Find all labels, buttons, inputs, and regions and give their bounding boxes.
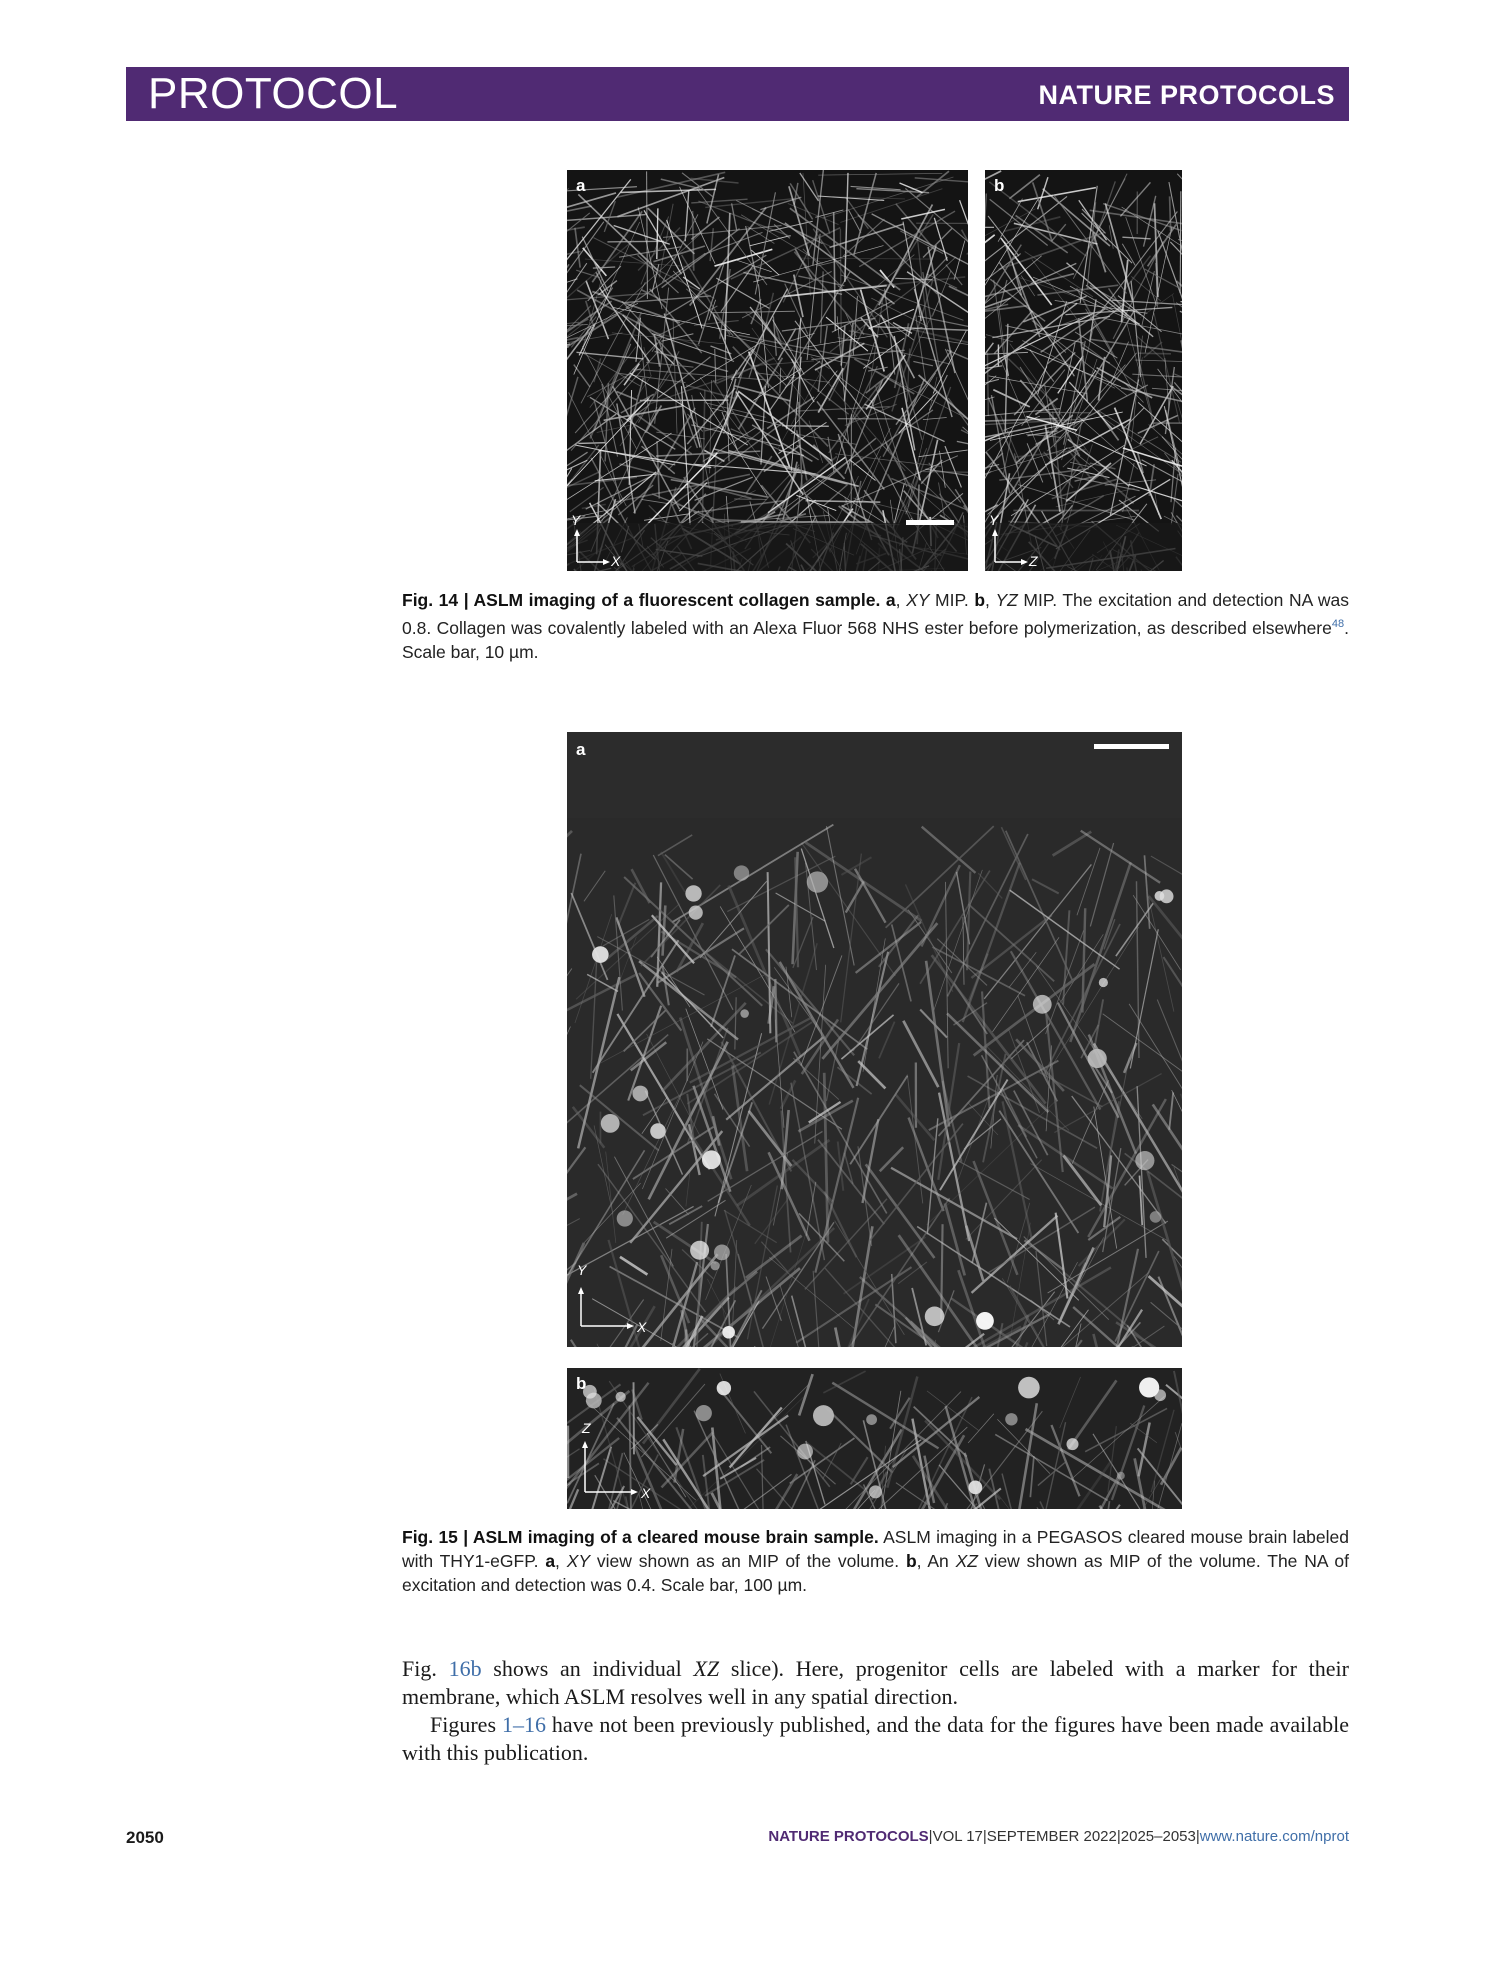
- journal-title: NATURE PROTOCOLS: [1038, 80, 1335, 110]
- collagen-yz-mip: [985, 170, 1182, 571]
- body-italic: XZ: [693, 1656, 720, 1681]
- body-text: shows an individual: [481, 1656, 694, 1681]
- section-title: PROTOCOL: [148, 69, 399, 118]
- axis-label-y: Y: [989, 512, 999, 528]
- caption-panel-a: a: [885, 590, 896, 610]
- scale-bar: [1094, 744, 1169, 749]
- fig14-caption: Fig. 14 | ASLM imaging of a fluorescent collagen sample. a, XY MIP. b, YZ MIP. The excitation and detection NA was 0.8. Collagen was covalently labeled with an Alexa Fluor 568 NHS ester before polymerization, as described elsewhere$^{48}$. Scale bar, 10 µm.: [402, 590, 1349, 662]
- footer-pages: 2025–2053: [1120, 1828, 1196, 1845]
- body-paragraph-1: [402, 1655, 1349, 1711]
- footer-citation: [768, 1828, 1349, 1845]
- axis-label-y: Y: [577, 1262, 587, 1278]
- collagen-xy-mip: [567, 170, 968, 571]
- caption-view: XZ: [955, 1551, 978, 1571]
- caption-text: MIP. The excitation and detection NA was 0.8. Collagen was covalently labeled with an Alexa Fluor 568 NHS ester before polymerization, as described elsewhere: [402, 590, 1349, 638]
- caption-text: ASLM imaging in a PEGASOS cleared mouse brain labeled with THY1-eGFP.: [402, 1527, 1349, 1571]
- reference-link[interactable]: 48: [1331, 618, 1345, 630]
- figure-link[interactable]: 16b: [448, 1656, 482, 1681]
- axis-label-x: X: [641, 1485, 651, 1501]
- footer-journal: NATURE PROTOCOLS: [768, 1828, 929, 1845]
- figure-link[interactable]: 16: [523, 1712, 546, 1737]
- caption-view: XY: [906, 590, 930, 610]
- footer-sep: |: [1116, 1828, 1121, 1845]
- figure-link[interactable]: 1: [501, 1712, 513, 1737]
- fig15-panel-a-image: [567, 732, 1182, 1347]
- footer-date: SEPTEMBER 2022: [986, 1828, 1117, 1845]
- footer-url[interactable]: www.nature.com/nprot: [1199, 1828, 1349, 1845]
- caption-text: view shown as MIP of the volume. The NA of excitation and detection was 0.4. Scale bar, 100 µm.: [402, 1551, 1349, 1595]
- footer-sep: |: [928, 1828, 933, 1845]
- body-text: have not been previously published, and the data for the figures have been made available with this publication.: [402, 1712, 1349, 1765]
- axis-label-z: Z: [1029, 553, 1038, 569]
- caption-view: XY: [566, 1551, 591, 1571]
- footer-volume: VOL 17: [932, 1828, 983, 1845]
- fig15-caption: [402, 1525, 1349, 1597]
- caption-panel-a: a: [545, 1551, 556, 1571]
- footer-sep: |: [1195, 1828, 1200, 1845]
- caption-text: . Scale bar, 10 µm.: [402, 617, 1349, 662]
- caption-label: Fig. 15 | ASLM imaging of a cleared mouse brain sample.: [402, 1527, 879, 1547]
- caption-panel-b: b: [905, 1551, 917, 1571]
- footer-sep: |: [982, 1828, 987, 1845]
- fig14-panel-b-image: [985, 170, 1182, 571]
- brain-xz-mip: [567, 1368, 1182, 1509]
- brain-xy-mip: [567, 732, 1182, 1347]
- fig14-panel-a-image: [567, 170, 968, 571]
- caption-text: MIP.: [929, 590, 975, 610]
- caption-sep: ,: [555, 1551, 567, 1571]
- caption-label: Fig. 14 | ASLM imaging of a fluorescent collagen sample.: [402, 590, 881, 610]
- panel-letter: b: [994, 176, 1005, 195]
- panel-letter: a: [576, 740, 586, 759]
- caption-text: view shown as an MIP of the volume.: [590, 1551, 906, 1571]
- panel-letter: b: [576, 1374, 587, 1393]
- body-text: Fig.: [402, 1656, 449, 1681]
- fig15-panel-b-image: [567, 1368, 1182, 1509]
- page-number: 2050: [126, 1828, 164, 1847]
- axis-arrows-icon: [579, 1436, 649, 1496]
- header-bar: [126, 67, 1349, 121]
- axis-label-y: Y: [571, 512, 581, 528]
- axis-arrows-icon: [575, 1280, 645, 1340]
- panel-letter: a: [576, 176, 586, 195]
- caption-view: YZ: [995, 590, 1018, 610]
- caption-panel-b: b: [974, 590, 986, 610]
- body-text: Figures: [430, 1712, 502, 1737]
- body-paragraph-2: [402, 1711, 1349, 1767]
- body-text: slice). Here, progenitor cells are labeled with a marker for their membrane, which ASLM resolves well in any spatial direction.: [402, 1656, 1349, 1709]
- scale-bar: [906, 520, 954, 525]
- axis-label-z: Z: [582, 1420, 591, 1436]
- link-dash: –: [512, 1712, 524, 1737]
- axis-label-x: X: [637, 1319, 647, 1335]
- axis-label-x: X: [611, 553, 621, 569]
- caption-sep: , An: [916, 1551, 956, 1571]
